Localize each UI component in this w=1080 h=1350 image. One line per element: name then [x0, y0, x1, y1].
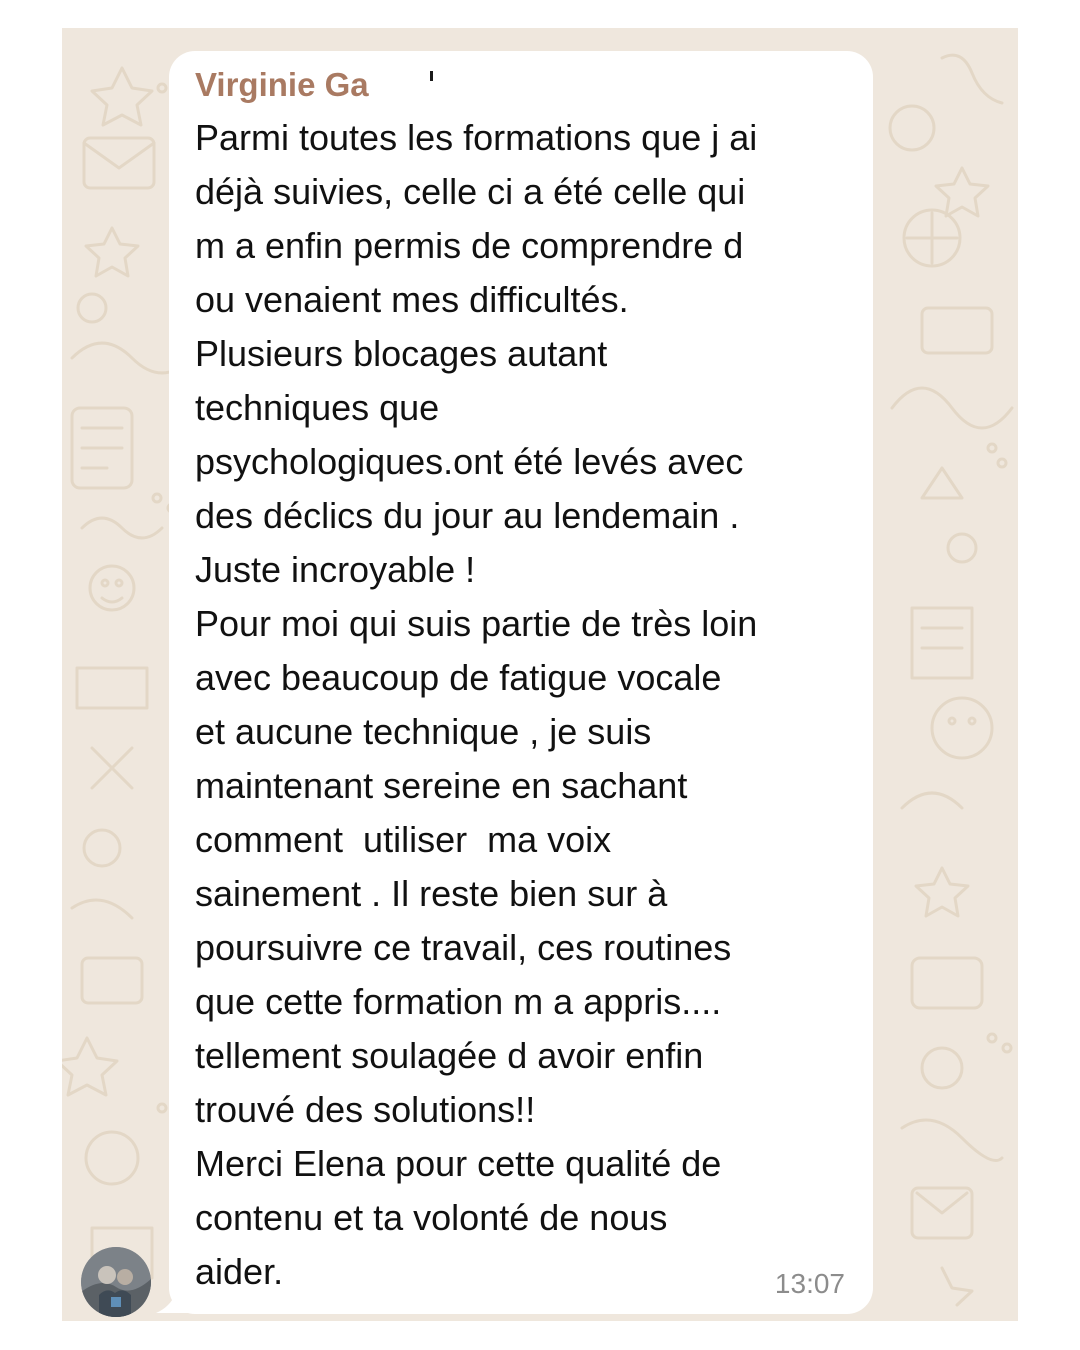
sender-header [195, 65, 845, 111]
message-line: aider. [195, 1251, 284, 1292]
message-line: des déclics du jour au lendemain . [195, 495, 740, 536]
sender-name-fragment [430, 71, 433, 81]
message-line: techniques que [195, 387, 440, 428]
message-line: Pour moi qui suis partie de très loin [195, 603, 758, 644]
message-line: contenu et ta volonté de nous [195, 1197, 668, 1238]
message-line: poursuivre ce travail, ces routines [195, 927, 732, 968]
message-line: ou venaient mes difficultés. [195, 279, 629, 320]
message-line: m a enfin permis de comprendre d [195, 225, 744, 266]
message-line: maintenant sereine en sachant [195, 765, 688, 806]
message-line: Juste incroyable ! [195, 549, 476, 590]
message-line: trouvé des solutions!! [195, 1089, 536, 1130]
sender-name[interactable]: Virginie Ga [195, 66, 369, 103]
message-line: Merci Elena pour cette qualité de [195, 1143, 722, 1184]
avatar-photo-icon [81, 1247, 151, 1317]
message-line: et aucune technique , je suis [195, 711, 652, 752]
message-line: avec beaucoup de fatigue vocale [195, 657, 722, 698]
message-timestamp: 13:07 [774, 1268, 845, 1299]
message-line: psychologiques.ont été levés avec [195, 441, 744, 482]
message-line: déjà suivies, celle ci a été celle qui [195, 171, 746, 212]
message-line: que cette formation m a appris.... [195, 981, 722, 1022]
message-line: comment utiliser ma voix [195, 819, 612, 860]
message-text [195, 111, 845, 1299]
message-bubble[interactable] [169, 51, 873, 1314]
message-line: Plusieurs blocages autant [195, 333, 608, 374]
avatar[interactable] [81, 1247, 151, 1317]
message-line: Parmi toutes les formations que j ai [195, 117, 758, 158]
message-line: tellement soulagée d avoir enfin [195, 1035, 704, 1076]
message-line: sainement . Il reste bien sur à [195, 873, 668, 914]
